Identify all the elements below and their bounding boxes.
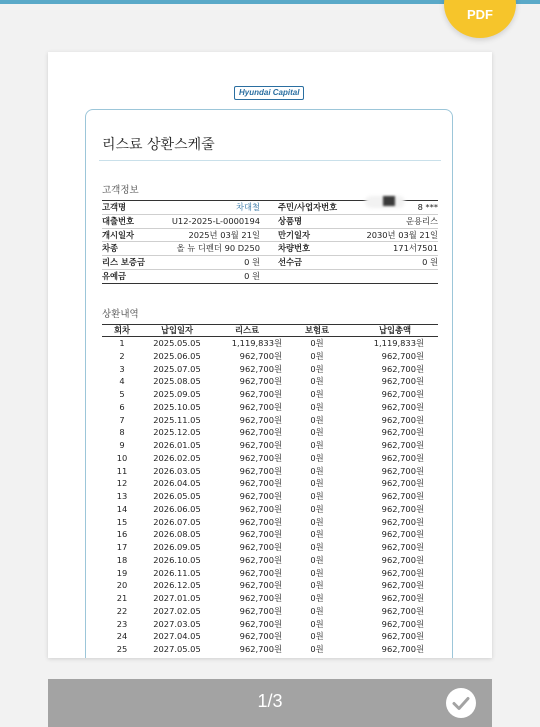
info-value: 올 뉴 디펜더 90 D250 xyxy=(176,243,260,254)
table-cell: 962,700원 xyxy=(381,529,424,540)
table-cell: 2026.12.05 xyxy=(153,580,201,591)
table-cell: 0원 xyxy=(310,363,324,374)
customer-section-title: 고객정보 xyxy=(102,185,139,196)
header-payment-date: 납입일자 xyxy=(142,325,212,337)
table-cell: 0원 xyxy=(310,644,324,654)
table-cell: 2027.05.05 xyxy=(153,644,201,654)
table-cell: 18 xyxy=(116,554,128,565)
repayment-schedule-table xyxy=(102,324,438,656)
table-cell: 2025.07.05 xyxy=(153,363,201,374)
table-cell: 0원 xyxy=(310,605,324,616)
table-cell: 2026.10.05 xyxy=(153,554,201,565)
table-cell: 2025.09.05 xyxy=(153,389,201,399)
table-cell: 2025.12.05 xyxy=(153,427,201,438)
table-cell: 962,700원 xyxy=(239,414,282,425)
info-label: 차량번호 xyxy=(278,243,311,254)
viewer-footer xyxy=(48,679,492,727)
table-cell: 962,700원 xyxy=(239,465,282,476)
info-label: 상품명 xyxy=(278,215,303,226)
table-cell: 962,700원 xyxy=(381,478,424,489)
table-cell: 1,119,833원 xyxy=(373,338,424,348)
table-cell: 0원 xyxy=(310,478,324,489)
info-label: 유예금 xyxy=(102,270,127,281)
table-cell: 962,700원 xyxy=(239,554,282,565)
info-value: 0 원 xyxy=(244,270,260,281)
info-label: 리스 보증금 xyxy=(102,257,145,268)
table-cell: 962,700원 xyxy=(381,452,424,463)
customer-info-row xyxy=(102,242,438,256)
masked-id-overlay xyxy=(359,192,407,210)
info-value: 0 원 xyxy=(422,257,438,268)
table-cell: 0원 xyxy=(310,389,324,399)
table-cell: 0원 xyxy=(310,542,324,552)
table-cell: 8 xyxy=(119,427,125,438)
info-value xyxy=(346,270,438,283)
table-cell: 0원 xyxy=(310,401,324,412)
table-cell: 2026.11.05 xyxy=(153,567,201,578)
table-cell: 16 xyxy=(116,529,128,540)
table-cell: 962,700원 xyxy=(239,618,282,629)
table-cell: 2026.06.05 xyxy=(153,503,201,514)
table-cell: 2027.01.05 xyxy=(153,593,201,603)
schedule-card xyxy=(85,109,453,658)
table-cell: 962,700원 xyxy=(239,605,282,616)
table-cell: 11 xyxy=(116,465,128,476)
customer-info-row xyxy=(102,256,438,270)
info-value: 8 *** xyxy=(417,202,438,212)
table-cell: 0원 xyxy=(310,452,324,463)
info-label: 주민/사업자번호 xyxy=(278,202,338,212)
table-cell: 962,700원 xyxy=(381,465,424,476)
table-cell: 962,700원 xyxy=(239,567,282,578)
table-cell: 962,700원 xyxy=(239,529,282,540)
customer-info-row xyxy=(102,270,438,284)
table-cell: 2027.03.05 xyxy=(153,618,201,629)
customer-info-row xyxy=(102,229,438,243)
table-cell: 2027.02.05 xyxy=(153,605,201,616)
table-cell: 0원 xyxy=(310,529,324,540)
table-cell: 0원 xyxy=(310,491,324,501)
table-row xyxy=(102,516,438,529)
table-cell: 19 xyxy=(116,567,128,578)
table-cell: 0원 xyxy=(310,414,324,425)
table-cell: 2026.05.05 xyxy=(153,491,201,501)
table-row xyxy=(102,541,438,554)
table-row xyxy=(102,554,438,567)
title-divider xyxy=(99,160,441,161)
table-cell: 962,700원 xyxy=(381,414,424,425)
table-row xyxy=(102,414,438,427)
page-indicator: 1/3 xyxy=(257,691,283,711)
table-cell: 0원 xyxy=(310,465,324,476)
table-row xyxy=(102,337,438,350)
table-row xyxy=(102,401,438,414)
info-value: 0 원 xyxy=(244,257,260,268)
table-cell: 0원 xyxy=(310,618,324,629)
pdf-download-button[interactable] xyxy=(444,0,516,38)
table-cell: 6 xyxy=(119,401,125,412)
table-cell: 962,700원 xyxy=(239,350,282,361)
table-cell: 962,700원 xyxy=(381,440,424,450)
table-cell: 962,700원 xyxy=(239,580,282,591)
table-cell: 962,700원 xyxy=(381,567,424,578)
table-row xyxy=(102,618,438,631)
table-cell: 962,700원 xyxy=(381,389,424,399)
table-row xyxy=(102,567,438,580)
table-row xyxy=(102,528,438,541)
table-cell: 0원 xyxy=(310,580,324,591)
table-cell: 962,700원 xyxy=(239,363,282,374)
table-cell: 3 xyxy=(119,363,125,374)
table-cell: 962,700원 xyxy=(381,605,424,616)
customer-info-row xyxy=(102,215,438,229)
table-cell: 962,700원 xyxy=(381,363,424,374)
table-cell: 25 xyxy=(116,644,128,654)
table-row xyxy=(102,643,438,656)
table-cell: 962,700원 xyxy=(381,631,424,642)
header-installment: 회차 xyxy=(102,325,142,337)
table-cell: 7 xyxy=(119,414,125,425)
customer-info-table xyxy=(102,200,438,284)
table-cell: 2026.04.05 xyxy=(153,478,201,489)
header-lease-fee: 리스료 xyxy=(212,325,282,337)
table-cell: 962,700원 xyxy=(239,644,282,654)
info-label: 개시일자 xyxy=(102,229,135,240)
table-cell: 962,700원 xyxy=(381,350,424,361)
table-cell: 962,700원 xyxy=(239,440,282,450)
table-cell: 1 xyxy=(119,338,125,348)
info-label: 차종 xyxy=(102,243,119,254)
table-cell: 962,700원 xyxy=(381,593,424,603)
header-total: 납입총액 xyxy=(352,325,438,337)
table-cell: 962,700원 xyxy=(239,516,282,527)
table-row xyxy=(102,350,438,363)
table-row xyxy=(102,630,438,643)
table-cell: 2025.05.05 xyxy=(153,338,201,348)
table-cell: 0원 xyxy=(310,593,324,603)
table-cell: 962,700원 xyxy=(239,631,282,642)
table-row xyxy=(102,375,438,388)
table-cell: 962,700원 xyxy=(381,644,424,654)
info-label: 대출번호 xyxy=(102,215,135,226)
table-cell: 0원 xyxy=(310,338,324,348)
schedule-header-row xyxy=(102,325,438,337)
table-cell: 0원 xyxy=(310,350,324,361)
table-cell: 0원 xyxy=(310,440,324,450)
table-cell: 2026.03.05 xyxy=(153,465,201,476)
table-cell: 2027.04.05 xyxy=(153,631,201,642)
info-value: 2030년 03월 21일 xyxy=(366,229,438,240)
table-cell: 962,700원 xyxy=(239,427,282,438)
table-cell: 2026.09.05 xyxy=(153,542,201,552)
table-row xyxy=(102,465,438,478)
table-cell: 962,700원 xyxy=(239,593,282,603)
table-cell: 10 xyxy=(116,452,128,463)
table-cell: 2026.01.05 xyxy=(153,440,201,450)
table-cell: 20 xyxy=(116,580,128,591)
table-row xyxy=(102,490,438,503)
table-cell: 17 xyxy=(116,542,128,552)
table-cell: 2025.08.05 xyxy=(153,376,201,387)
table-cell: 2 xyxy=(119,350,125,361)
table-cell: 0원 xyxy=(310,554,324,565)
table-cell: 24 xyxy=(116,631,128,642)
table-cell: 0원 xyxy=(310,376,324,387)
table-cell: 962,700원 xyxy=(239,491,282,501)
table-cell: 962,700원 xyxy=(381,376,424,387)
table-cell: 0원 xyxy=(310,567,324,578)
table-cell: 0원 xyxy=(310,516,324,527)
table-row xyxy=(102,477,438,490)
table-cell: 5 xyxy=(119,389,125,399)
table-cell: 962,700원 xyxy=(381,580,424,591)
info-label: 선수금 xyxy=(278,257,303,268)
info-value: 2025년 03월 21일 xyxy=(188,229,260,240)
table-cell: 962,700원 xyxy=(239,401,282,412)
table-cell: 9 xyxy=(119,440,125,450)
table-cell: 962,700원 xyxy=(381,401,424,412)
table-cell: 962,700원 xyxy=(381,542,424,552)
table-cell: 1,119,833원 xyxy=(231,338,282,348)
check-circle-icon[interactable] xyxy=(446,688,476,718)
table-row xyxy=(102,579,438,592)
table-row xyxy=(102,452,438,465)
table-cell: 14 xyxy=(116,503,128,514)
table-cell: 21 xyxy=(116,593,128,603)
table-cell: 23 xyxy=(116,618,128,629)
document-page xyxy=(48,52,492,658)
info-value: 171서7501 xyxy=(393,243,438,254)
table-cell: 962,700원 xyxy=(381,427,424,438)
table-cell: 962,700원 xyxy=(239,478,282,489)
document-title: 리스료 상환스케줄 xyxy=(102,137,215,153)
table-cell: 962,700원 xyxy=(239,503,282,514)
table-row xyxy=(102,439,438,452)
table-cell: 22 xyxy=(116,605,128,616)
table-row xyxy=(102,426,438,439)
table-cell: 962,700원 xyxy=(381,503,424,514)
info-value: 운용리스 xyxy=(405,215,438,226)
table-cell: 962,700원 xyxy=(239,542,282,552)
table-cell: 12 xyxy=(116,478,128,489)
table-row xyxy=(102,388,438,401)
table-cell: 2026.08.05 xyxy=(153,529,201,540)
table-cell: 962,700원 xyxy=(381,516,424,527)
hyundai-capital-logo: Hyundai Capital xyxy=(234,86,304,100)
table-cell: 962,700원 xyxy=(239,376,282,387)
pdf-button-label: PDF xyxy=(467,7,493,22)
info-label xyxy=(278,270,346,283)
table-row xyxy=(102,605,438,618)
table-row xyxy=(102,503,438,516)
table-cell: 4 xyxy=(119,376,125,387)
table-cell: 962,700원 xyxy=(381,491,424,501)
table-cell: 0원 xyxy=(310,427,324,438)
table-cell: 15 xyxy=(116,516,128,527)
info-value: 차대철 xyxy=(235,202,260,212)
table-cell: 2025.11.05 xyxy=(153,414,201,425)
table-cell: 0원 xyxy=(310,631,324,642)
table-cell: 962,700원 xyxy=(381,618,424,629)
table-cell: 13 xyxy=(116,491,128,501)
table-cell: 2026.07.05 xyxy=(153,516,201,527)
table-row xyxy=(102,363,438,376)
header-insurance: 보험료 xyxy=(282,325,352,337)
info-label: 고객명 xyxy=(102,202,127,212)
table-cell: 2025.06.05 xyxy=(153,350,201,361)
table-cell: 962,700원 xyxy=(239,389,282,399)
table-cell: 0원 xyxy=(310,503,324,514)
table-cell: 2026.02.05 xyxy=(153,452,201,463)
table-row xyxy=(102,592,438,605)
table-cell: 962,700원 xyxy=(239,452,282,463)
info-value: U12-2025-L-0000194 xyxy=(171,215,260,226)
table-cell: 962,700원 xyxy=(381,554,424,565)
info-label: 만기일자 xyxy=(278,229,311,240)
schedule-section-title: 상환내역 xyxy=(102,309,139,320)
table-cell: 2025.10.05 xyxy=(153,401,201,412)
